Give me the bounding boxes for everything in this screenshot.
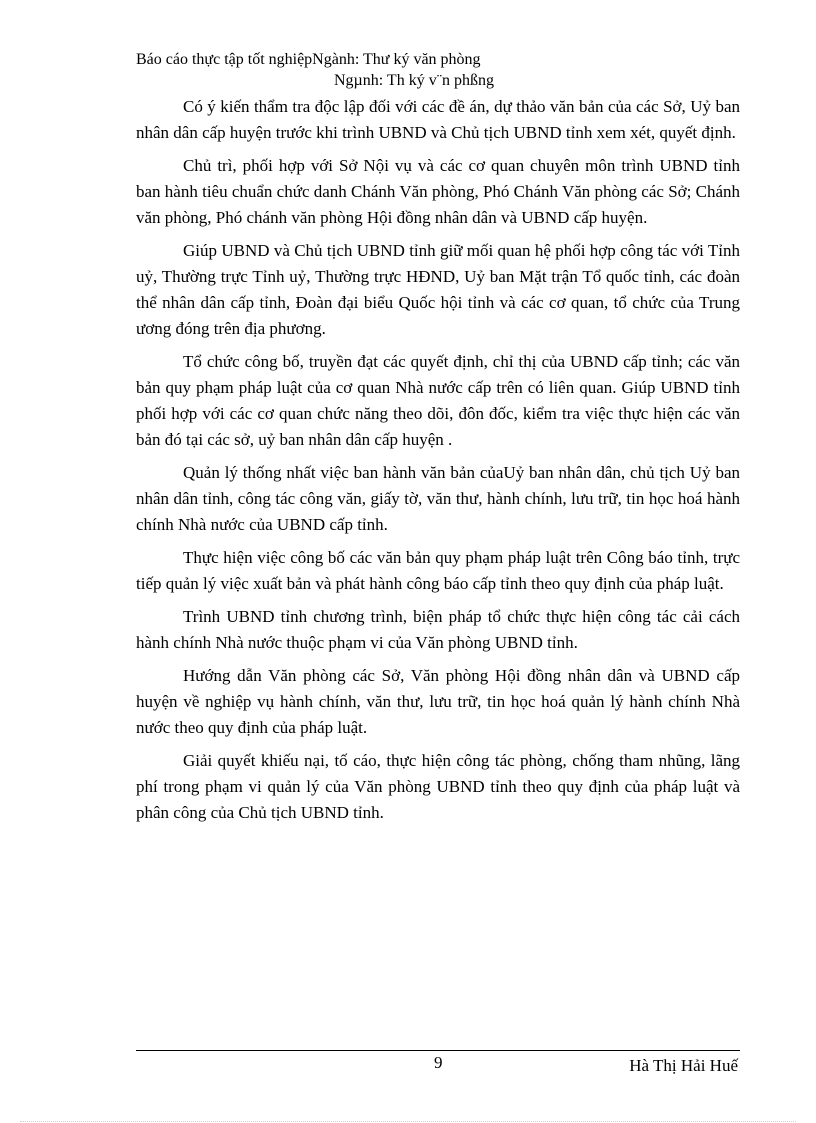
- page-edge-divider: [20, 1121, 796, 1122]
- paragraph-4: Tổ chức công bố, truyền đạt các quyết định, chỉ thị của UBND cấp tỉnh; các văn bản quy phạm pháp luật của cơ quan Nhà nước cấp trên có liên quan. Giúp UBND tỉnh phối hợp với các cơ quan chức năng theo dõi, đôn đốc, kiểm tra việc thực hiện các văn bản đó tại các sở, uỷ ban nhân dân cấp huyện .: [136, 352, 740, 449]
- paragraph-8: Hướng dẫn Văn phòng các Sở, Văn phòng Hội đồng nhân dân và UBND cấp huyện về nghiệp vụ hành chính, văn thư, lưu trữ, tin học hoá quản lý hành chính Nhà nước theo quy định của pháp luật.: [136, 666, 740, 737]
- page-number: 9: [434, 1053, 443, 1072]
- paragraph-2: Chủ trì, phối hợp với Sở Nội vụ và các cơ quan chuyên môn trình UBND tỉnh ban hành tiêu chuẩn chức danh Chánh Văn phòng, Phó Chánh Văn phòng các Sở; Chánh văn phòng, Phó chánh văn phòng Hội đồng nhân dân và UBND cấp huyện.: [136, 156, 740, 227]
- footer-author: Hà Thị Hải Huế: [629, 1056, 738, 1075]
- paragraph-1: Có ý kiến thẩm tra độc lập đối với các đề án, dự thảo văn bản của các Sở, Uỷ ban nhân dân cấp huyện trước khi trình UBND và Chủ tịch UBND tỉnh xem xét, quyết định.: [136, 97, 740, 142]
- paragraph-7: Trình UBND tỉnh chương trình, biện pháp tổ chức thực hiện công tác cải cách hành chính Nhà nước thuộc phạm vi của Văn phòng UBND tỉnh.: [136, 607, 740, 652]
- document-body: [136, 94, 740, 833]
- footer-divider: [136, 1050, 740, 1051]
- paragraph-9: Giải quyết khiếu nại, tố cáo, thực hiện công tác phòng, chống tham nhũng, lãng phí trong phạm vi quản lý của Văn phòng UBND tỉnh theo quy định của pháp luật và phân công của Chủ tịch UBND tỉnh.: [136, 751, 740, 822]
- paragraph-3: Giúp UBND và Chủ tịch UBND tỉnh giữ mối quan hệ phối hợp công tác với Tỉnh uỷ, Thường trực Tỉnh uỷ, Thường trực HĐND, Uỷ ban Mặt trận Tổ quốc tỉnh, các đoàn thể nhân dân cấp tỉnh, Đoàn đại biểu Quốc hội tỉnh và các cơ quan, tổ chức của Trung ương đóng trên địa phương.: [136, 241, 740, 338]
- running-header-garbled: Ngµnh: Th ký v¨n phßng: [334, 72, 495, 89]
- paragraph-6: Thực hiện việc công bố các văn bản quy phạm pháp luật trên Công báo tỉnh, trực tiếp quản lý việc xuất bản và phát hành công báo cấp tỉnh theo quy định của pháp luật.: [136, 548, 740, 593]
- running-header: Báo cáo thực tập tốt nghiệpNgành: Thư ký văn phòng: [136, 51, 481, 68]
- paragraph-5: Quản lý thống nhất việc ban hành văn bản củaUỷ ban nhân dân, chủ tịch Uỷ ban nhân dân tỉnh, công tác công văn, giấy tờ, văn thư, hành chính, lưu trữ, tin học hoá hành chính Nhà nước của UBND cấp tỉnh.: [136, 463, 740, 534]
